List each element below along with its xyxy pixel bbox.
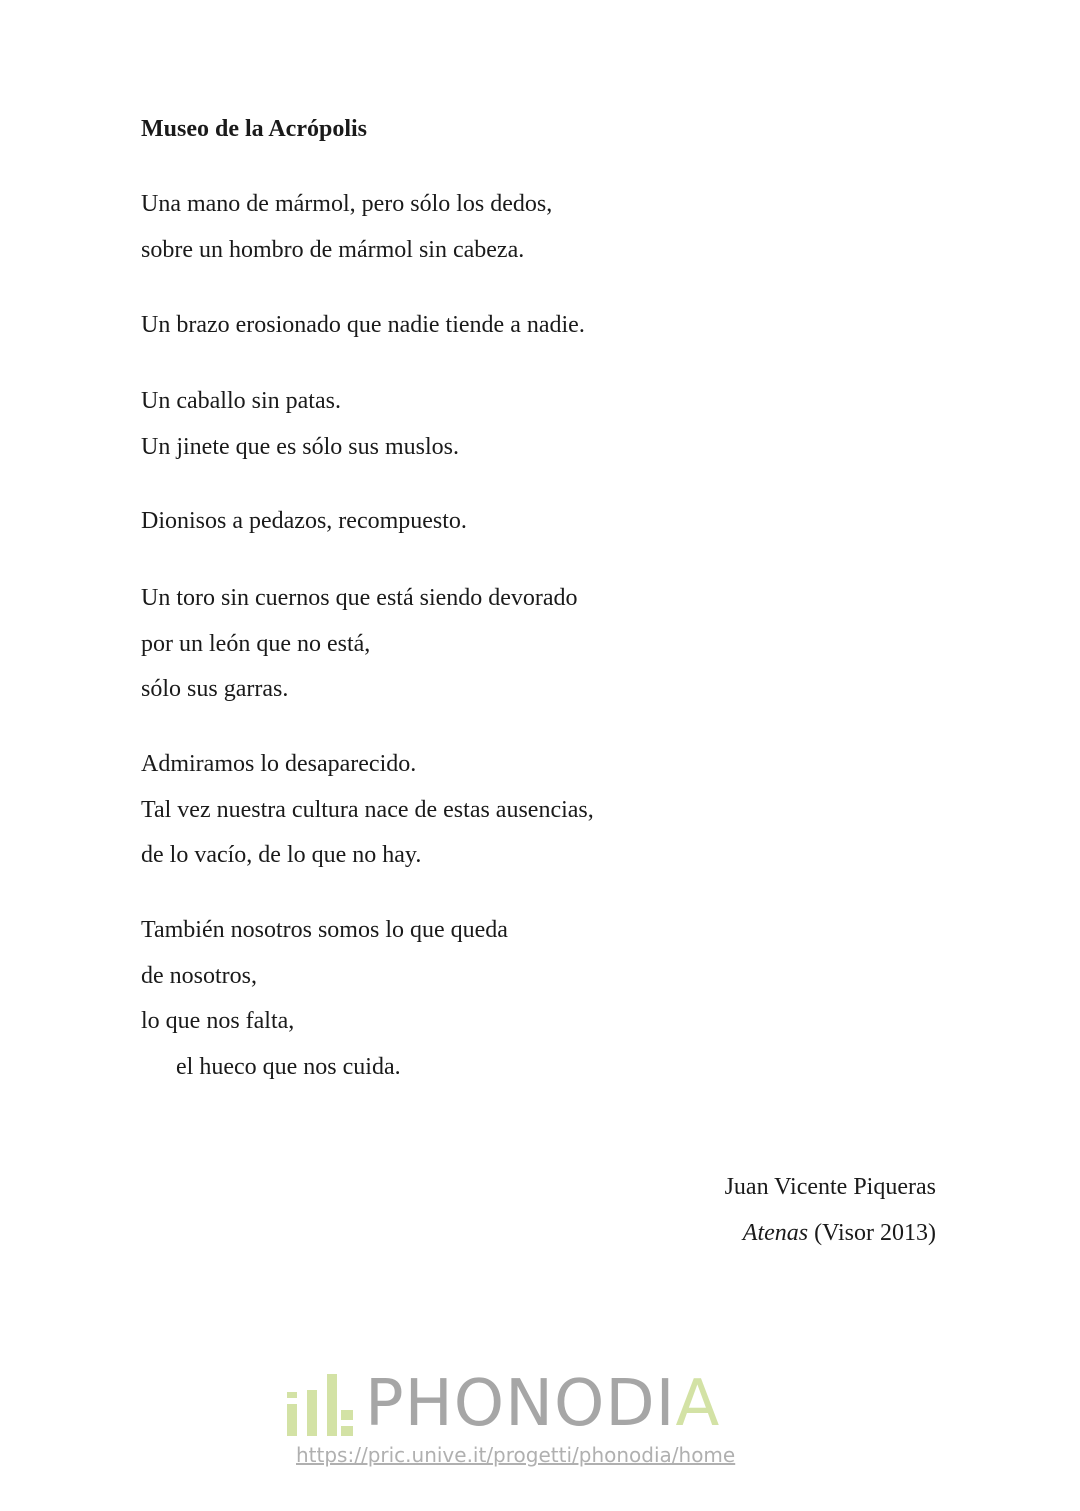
stanza-2 [141, 303, 585, 349]
verse: lo que nos falta, [141, 1008, 295, 1034]
logo-wordmark-main: PHONODI [365, 1367, 676, 1441]
verse: Un jinete que es sólo sus muslos. [141, 433, 459, 460]
verse: de nosotros, [141, 962, 257, 989]
stanza-7 [141, 908, 508, 1090]
logo-bar [327, 1374, 337, 1436]
verse: sólo sus garras. [141, 676, 289, 702]
author-name: Juan Vicente Piqueras [724, 1174, 936, 1200]
stanza-4 [141, 499, 467, 545]
edition: (Visor 2013) [814, 1219, 936, 1246]
logo-bar [341, 1410, 353, 1420]
verse: Admiramos lo desaparecido. [141, 751, 417, 777]
verse: Un toro sin cuernos que está siendo devorado [141, 585, 578, 611]
poem-title: Museo de la Acrópolis [141, 116, 367, 142]
logo-bar [287, 1404, 297, 1436]
verse: También nosotros somos lo que queda [141, 917, 508, 943]
logo-wordmark-accent: A [675, 1367, 721, 1441]
source-line [725, 1211, 936, 1257]
verse: Dionisos a pedazos, recompuesto. [141, 508, 467, 534]
verse-indented: el hueco que nos cuida. [176, 1053, 401, 1080]
verse: Una mano de mármol, pero sólo los dedos, [141, 191, 553, 217]
verse: Un brazo erosionado que nadie tiende a nadie. [141, 312, 585, 338]
logo-bar-dot [287, 1392, 297, 1398]
logo-bar [341, 1426, 353, 1436]
attribution [725, 1165, 936, 1256]
verse: Tal vez nuestra cultura nace de estas ausencias, [141, 796, 594, 823]
verse: sobre un hombro de mármol sin cabeza. [141, 236, 525, 263]
book-title: Atenas [742, 1219, 809, 1246]
verse: Un caballo sin patas. [141, 388, 341, 414]
logo-bar [307, 1390, 317, 1436]
stanza-3 [141, 379, 459, 470]
stanza-6 [141, 742, 594, 879]
stanza-1 [141, 182, 552, 273]
stanza-5 [141, 576, 578, 713]
verse: por un león que no está, [141, 630, 371, 657]
bar-chart-icon [287, 1374, 353, 1436]
logo-wordmark [365, 1366, 720, 1442]
verse: de lo vacío, de lo que no hay. [141, 842, 422, 868]
project-url-link[interactable]: https://pric.unive.it/progetti/phonodia/home [296, 1443, 736, 1467]
